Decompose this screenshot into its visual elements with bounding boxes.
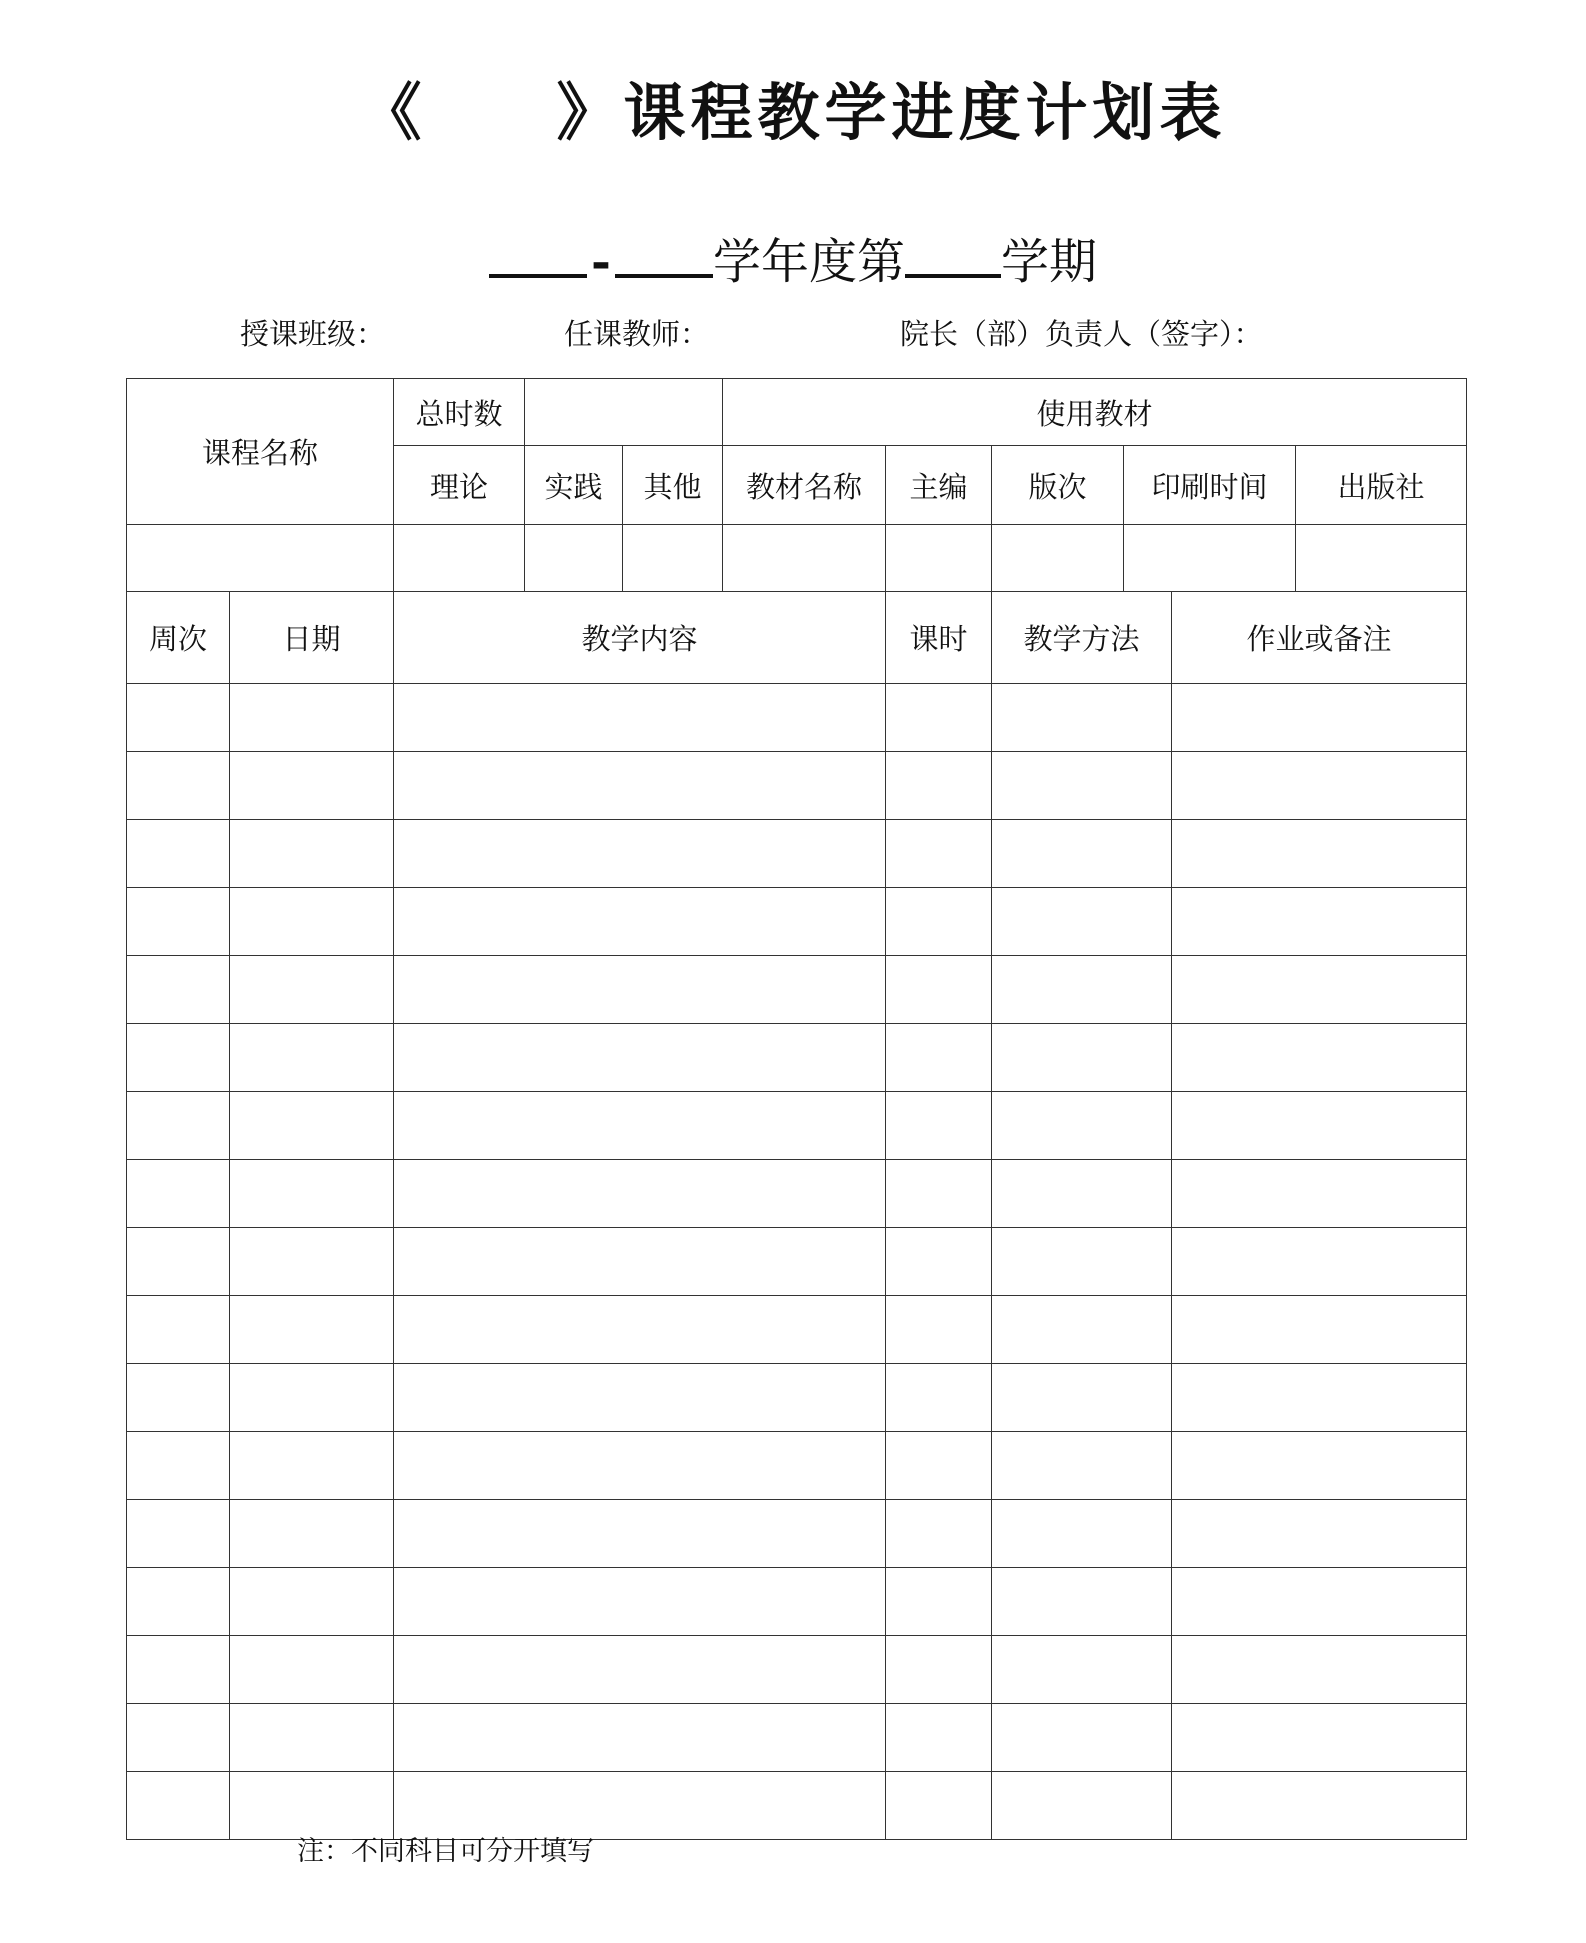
week-cell[interactable] <box>127 1296 230 1364</box>
week-cell[interactable] <box>127 1024 230 1092</box>
week-cell[interactable] <box>127 888 230 956</box>
hours-cell[interactable] <box>886 1092 992 1160</box>
schedule-row <box>127 1024 1467 1092</box>
method-cell[interactable] <box>992 1432 1172 1500</box>
week-cell[interactable] <box>127 1704 230 1772</box>
title-open-bracket: 《 <box>359 76 427 149</box>
edition-cell[interactable] <box>992 525 1124 592</box>
date-cell[interactable] <box>230 888 394 956</box>
content-cell[interactable] <box>394 820 886 888</box>
course-name-cell[interactable] <box>127 525 394 592</box>
date-header: 日期 <box>230 592 394 684</box>
method-cell[interactable] <box>992 752 1172 820</box>
teacher-label: 任课教师： <box>564 317 710 351</box>
remarks-header: 作业或备注 <box>1172 592 1467 684</box>
textbook-name-header: 教材名称 <box>723 446 886 525</box>
method-cell[interactable] <box>992 956 1172 1024</box>
week-cell[interactable] <box>127 1636 230 1704</box>
academic-term-line <box>0 222 1586 295</box>
content-cell[interactable] <box>394 1024 886 1092</box>
method-cell[interactable] <box>992 1568 1172 1636</box>
week-cell[interactable] <box>127 1500 230 1568</box>
remarks-cell[interactable] <box>1172 888 1467 956</box>
schedule-row <box>127 1704 1467 1772</box>
remarks-cell[interactable] <box>1172 1772 1467 1840</box>
schedule-row <box>127 956 1467 1024</box>
content-cell[interactable] <box>394 1432 886 1500</box>
footnote: 注：不同科目可分开填写 <box>297 1836 594 1867</box>
schedule-row <box>127 1500 1467 1568</box>
schedule-row <box>127 1568 1467 1636</box>
textbook-name-cell[interactable] <box>723 525 886 592</box>
date-cell[interactable] <box>230 1364 394 1432</box>
schedule-row <box>127 1364 1467 1432</box>
remarks-cell[interactable] <box>1172 1704 1467 1772</box>
date-cell[interactable] <box>230 1160 394 1228</box>
hours-cell[interactable] <box>886 1500 992 1568</box>
week-header: 周次 <box>127 592 230 684</box>
hours-cell[interactable] <box>886 1772 992 1840</box>
hours-cell[interactable] <box>886 1636 992 1704</box>
edition-header: 版次 <box>992 446 1124 525</box>
method-cell[interactable] <box>992 1160 1172 1228</box>
week-cell[interactable] <box>127 1160 230 1228</box>
date-cell[interactable] <box>230 752 394 820</box>
hours-cell[interactable] <box>886 956 992 1024</box>
print-date-header: 印刷时间 <box>1124 446 1296 525</box>
print-date-cell[interactable] <box>1124 525 1296 592</box>
theory-header: 理论 <box>394 446 525 525</box>
hours-cell[interactable] <box>886 1364 992 1432</box>
class-label: 授课班级： <box>240 317 386 351</box>
remarks-cell[interactable] <box>1172 684 1467 752</box>
textbook-header: 使用教材 <box>723 379 1467 446</box>
content-cell[interactable] <box>394 888 886 956</box>
schedule-row <box>127 1432 1467 1500</box>
content-cell[interactable] <box>394 1364 886 1432</box>
hours-cell[interactable] <box>886 1228 992 1296</box>
method-cell[interactable] <box>992 1500 1172 1568</box>
hours-cell[interactable] <box>886 1704 992 1772</box>
course-schedule-table <box>126 378 1467 1840</box>
remarks-cell[interactable] <box>1172 956 1467 1024</box>
content-cell[interactable] <box>394 1568 886 1636</box>
remarks-cell[interactable] <box>1172 1296 1467 1364</box>
date-cell[interactable] <box>230 1228 394 1296</box>
date-cell[interactable] <box>230 1296 394 1364</box>
content-cell[interactable] <box>394 684 886 752</box>
term-label: 学期 <box>1000 234 1097 290</box>
theory-cell[interactable] <box>394 525 525 592</box>
remarks-cell[interactable] <box>1172 1024 1467 1092</box>
week-cell[interactable] <box>127 752 230 820</box>
week-cell[interactable] <box>127 820 230 888</box>
week-cell[interactable] <box>127 956 230 1024</box>
remarks-cell[interactable] <box>1172 1432 1467 1500</box>
date-cell[interactable] <box>230 684 394 752</box>
date-cell[interactable] <box>230 1772 394 1840</box>
date-cell[interactable] <box>230 1568 394 1636</box>
practice-header: 实践 <box>525 446 623 525</box>
remarks-cell[interactable] <box>1172 1228 1467 1296</box>
method-cell[interactable] <box>992 684 1172 752</box>
other-header: 其他 <box>623 446 723 525</box>
remarks-cell[interactable] <box>1172 1568 1467 1636</box>
week-cell[interactable] <box>127 1364 230 1432</box>
publisher-cell[interactable] <box>1296 525 1467 592</box>
week-cell[interactable] <box>127 1092 230 1160</box>
hours-cell[interactable] <box>886 1568 992 1636</box>
document-title <box>0 68 1586 158</box>
content-cell[interactable] <box>394 1704 886 1772</box>
remarks-cell[interactable] <box>1172 1092 1467 1160</box>
schedule-row <box>127 888 1467 956</box>
week-cell[interactable] <box>127 1568 230 1636</box>
week-cell[interactable] <box>127 1772 230 1840</box>
editor-cell[interactable] <box>886 525 992 592</box>
remarks-cell[interactable] <box>1172 1636 1467 1704</box>
hours-cell[interactable] <box>886 1024 992 1092</box>
method-cell[interactable] <box>992 1704 1172 1772</box>
date-cell[interactable] <box>230 1636 394 1704</box>
method-cell[interactable] <box>992 1772 1172 1840</box>
method-cell[interactable] <box>992 1636 1172 1704</box>
schedule-row <box>127 1160 1467 1228</box>
week-cell[interactable] <box>127 1432 230 1500</box>
week-cell[interactable] <box>127 684 230 752</box>
remarks-cell[interactable] <box>1172 752 1467 820</box>
year-label: 学年度第 <box>712 234 905 290</box>
other-cell[interactable] <box>623 525 723 592</box>
content-cell[interactable] <box>394 1296 886 1364</box>
year-dash: - <box>591 234 611 290</box>
method-cell[interactable] <box>992 1024 1172 1092</box>
remarks-cell[interactable] <box>1172 1500 1467 1568</box>
date-cell[interactable] <box>230 1432 394 1500</box>
schedule-row <box>127 684 1467 752</box>
practice-cell[interactable] <box>525 525 623 592</box>
end-year-blank[interactable] <box>615 222 713 278</box>
date-cell[interactable] <box>230 1704 394 1772</box>
date-cell[interactable] <box>230 1024 394 1092</box>
dean-signature-label: 院长（部）负责人（签字）： <box>900 317 1263 351</box>
schedule-row <box>127 820 1467 888</box>
schedule-row <box>127 1228 1467 1296</box>
total-hours-header: 总时数 <box>394 379 525 446</box>
date-cell[interactable] <box>230 1500 394 1568</box>
content-cell[interactable] <box>394 1092 886 1160</box>
content-header: 教学内容 <box>394 592 886 684</box>
content-cell[interactable] <box>394 1500 886 1568</box>
schedule-row <box>127 1092 1467 1160</box>
start-year-blank[interactable] <box>489 222 587 278</box>
content-cell[interactable] <box>394 1636 886 1704</box>
schedule-row <box>127 1296 1467 1364</box>
editor-header: 主编 <box>886 446 992 525</box>
hours-cell[interactable] <box>886 888 992 956</box>
title-text: 》课程教学进度计划表 <box>556 76 1227 149</box>
publisher-header: 出版社 <box>1296 446 1467 525</box>
hours-cell[interactable] <box>886 1160 992 1228</box>
hours-cell[interactable] <box>886 1296 992 1364</box>
course-name-header: 课程名称 <box>127 379 394 525</box>
hours-cell[interactable] <box>886 1432 992 1500</box>
method-cell[interactable] <box>992 1228 1172 1296</box>
hours-cell[interactable] <box>886 820 992 888</box>
method-cell[interactable] <box>992 1092 1172 1160</box>
content-cell[interactable] <box>394 1160 886 1228</box>
remarks-cell[interactable] <box>1172 1364 1467 1432</box>
content-cell[interactable] <box>394 1772 886 1840</box>
schedule-row <box>127 1636 1467 1704</box>
date-cell[interactable] <box>230 820 394 888</box>
content-cell[interactable] <box>394 1228 886 1296</box>
schedule-row <box>127 752 1467 820</box>
class-hours-header: 课时 <box>886 592 992 684</box>
method-cell[interactable] <box>992 888 1172 956</box>
week-cell[interactable] <box>127 1228 230 1296</box>
total-hours-cell[interactable] <box>525 379 723 446</box>
teaching-method-header: 教学方法 <box>992 592 1172 684</box>
method-cell[interactable] <box>992 1364 1172 1432</box>
schedule-row <box>127 1772 1467 1840</box>
remarks-cell[interactable] <box>1172 1160 1467 1228</box>
remarks-cell[interactable] <box>1172 820 1467 888</box>
content-cell[interactable] <box>394 752 886 820</box>
date-cell[interactable] <box>230 1092 394 1160</box>
hours-cell[interactable] <box>886 752 992 820</box>
term-number-blank[interactable] <box>905 222 1001 278</box>
method-cell[interactable] <box>992 820 1172 888</box>
schedule-rows <box>127 684 1467 1840</box>
hours-cell[interactable] <box>886 684 992 752</box>
content-cell[interactable] <box>394 956 886 1024</box>
date-cell[interactable] <box>230 956 394 1024</box>
method-cell[interactable] <box>992 1296 1172 1364</box>
